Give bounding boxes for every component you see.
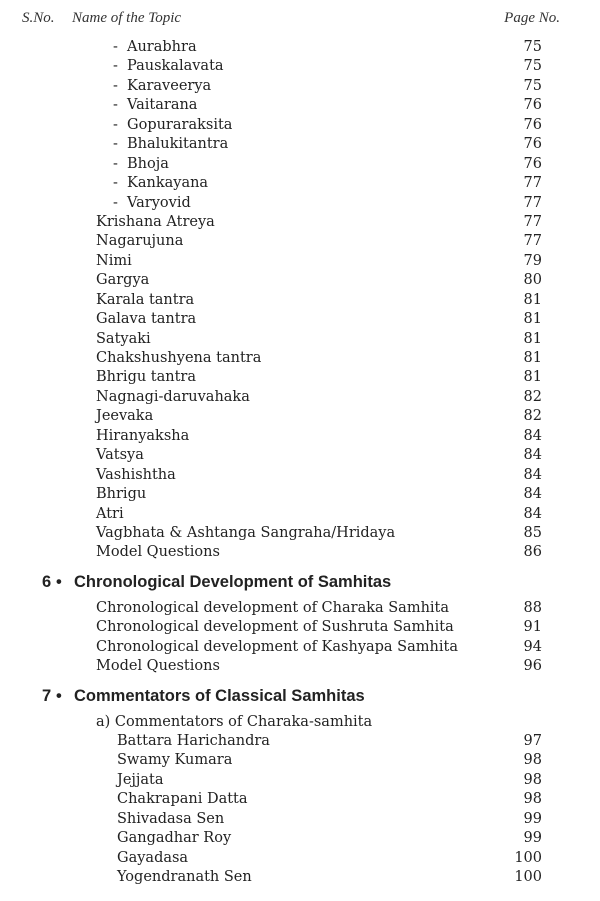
toc-entry-label: Battara Harichandra <box>117 733 270 749</box>
toc-entry <box>0 657 600 676</box>
toc-entry-label: Vatsya <box>96 447 144 464</box>
toc-entry-label: Bhoja <box>127 155 169 172</box>
toc-entry-label: Chronological development of Charaka Samhita <box>96 599 450 616</box>
toc-entry <box>0 524 600 543</box>
toc-entry <box>0 232 600 251</box>
header-topic: Name of the Topic <box>72 10 182 26</box>
toc-entry <box>0 771 600 790</box>
section-title: Commentators of Classical Samhitas <box>74 686 365 705</box>
toc-entry-page: 81 <box>523 291 542 308</box>
toc-entry-page: 79 <box>523 252 542 269</box>
toc-entry-page: 86 <box>523 544 542 561</box>
toc-entry-page: 77 <box>523 175 542 192</box>
toc-entry-page: 91 <box>523 619 542 636</box>
toc-entry-page: 76 <box>523 136 542 153</box>
sub-entry-dash: - <box>113 136 118 153</box>
toc-entry-page: 99 <box>523 810 542 827</box>
toc-entry-label: Chronological development of Sushruta Samhita <box>96 619 454 636</box>
toc-entry-page: 75 <box>523 58 542 75</box>
toc-entry-page: 76 <box>523 116 542 133</box>
toc-entry <box>0 116 600 135</box>
toc-entry-label: Shivadasa Sen <box>117 810 225 827</box>
sub-entry-dash: - <box>113 58 118 75</box>
toc-entry <box>0 751 600 770</box>
toc-entry-page: 84 <box>523 486 542 503</box>
toc-entry-label: Model Questions <box>96 658 220 675</box>
toc-entry-page: 77 <box>523 194 542 211</box>
toc-entry-page: 100 <box>514 869 542 886</box>
toc-entry-label: Chronological development of Kashyapa Samhita <box>96 638 458 655</box>
toc-entry-label: Nagarujuna <box>96 233 184 250</box>
toc-entry-page: 98 <box>523 791 542 808</box>
toc-entry-label: Bhrigu <box>96 486 147 503</box>
toc-entry-label: Vaitarana <box>127 97 198 114</box>
toc-entry-label: Hiranyaksha <box>96 427 190 444</box>
toc-entry <box>0 810 600 829</box>
toc-entry-page: 80 <box>523 272 542 289</box>
toc-entry-page: 81 <box>523 330 542 347</box>
sub-entry-dash: - <box>113 194 118 211</box>
sub-entry-dash: - <box>113 97 118 114</box>
toc-entry-label: Nagnagi-daruvahaka <box>96 388 250 405</box>
sub-entry-dash: - <box>113 39 118 55</box>
toc-entry <box>0 868 600 887</box>
toc-entry-label: Satyaki <box>96 330 151 347</box>
sub-entry-dash: - <box>113 77 118 94</box>
toc-entry <box>0 368 600 387</box>
toc-entry <box>0 271 600 290</box>
toc-entry-label: Bhrigu tantra <box>96 369 197 386</box>
toc-entry <box>0 330 600 349</box>
section-heading <box>0 685 600 713</box>
toc-entry-label: Gayadasa <box>117 849 189 866</box>
header-sno: S.No. <box>22 10 55 26</box>
toc-entry-label: Gargya <box>96 272 150 289</box>
toc-entry <box>0 618 600 637</box>
toc-entry <box>0 849 600 868</box>
toc-entry-label: Vagbhata & Ashtanga Sangraha/Hridaya <box>96 524 396 541</box>
toc-entry-label: Aurabhra <box>127 39 197 55</box>
toc-entry-label: Pauskalavata <box>127 58 224 75</box>
toc-entry-label: Atri <box>96 505 124 522</box>
toc-entry <box>0 407 600 426</box>
toc-entry-label: Swamy Kumara <box>117 752 233 769</box>
toc-entry-label: Gangadhar Roy <box>117 830 232 847</box>
toc-entry-page: 96 <box>523 658 542 675</box>
toc-entry-page: 84 <box>523 505 542 522</box>
toc-entry <box>0 77 600 96</box>
toc-entry-label: Karala tantra <box>96 291 195 308</box>
toc-entry-label: Nimi <box>96 252 132 269</box>
toc-entry-page: 81 <box>523 369 542 386</box>
toc-entry-page: 81 <box>523 350 542 366</box>
toc-entry <box>0 38 600 57</box>
header-page: Page No. <box>504 10 560 26</box>
sub-entry-dash: - <box>113 175 118 192</box>
toc-entry-label: Gopuraraksita <box>127 116 233 133</box>
toc-entry-page: 84 <box>523 447 542 464</box>
sub-entry-dash: - <box>113 155 118 172</box>
toc-entry-page: 88 <box>523 599 542 616</box>
toc-entry-label: Varyovid <box>127 194 191 211</box>
section-heading <box>0 571 600 599</box>
toc-entry-page: 76 <box>523 155 542 172</box>
toc-entry-label: Model Questions <box>96 544 220 561</box>
toc-entry <box>0 446 600 465</box>
toc-entry <box>0 466 600 485</box>
toc-entry-page: 100 <box>514 849 542 866</box>
toc-entry <box>0 155 600 174</box>
toc-entry <box>0 388 600 407</box>
toc-entry <box>0 713 600 732</box>
sub-entry-dash: - <box>113 116 118 133</box>
toc-entry-label: a) Commentators of Charaka-samhita <box>96 713 373 730</box>
toc-entry-label: Chakshushyena tantra <box>96 350 262 366</box>
toc-entry <box>0 57 600 76</box>
toc-entry <box>0 505 600 524</box>
toc-entry-page: 77 <box>523 233 542 250</box>
section-title: Chronological Development of Samhitas <box>74 572 392 591</box>
toc-entry-page: 76 <box>523 97 542 114</box>
toc-entry <box>0 638 600 657</box>
toc-entry-page: 84 <box>523 427 542 444</box>
toc-entry <box>0 485 600 504</box>
toc-entry <box>0 291 600 310</box>
toc-entry-label: Galava tantra <box>96 311 197 328</box>
toc-entry-page: 84 <box>523 466 542 483</box>
toc-entry <box>0 732 600 751</box>
section-bullet: • <box>56 572 62 591</box>
toc-entry <box>0 135 600 154</box>
toc-entry-label: Chakrapani Datta <box>117 791 248 808</box>
toc-entry <box>0 829 600 848</box>
toc-entry <box>0 252 600 271</box>
toc-entry <box>0 310 600 329</box>
toc-entry-page: 97 <box>523 733 542 749</box>
toc-entry-page: 99 <box>523 830 542 847</box>
toc-entry <box>0 174 600 193</box>
toc-entry <box>0 790 600 809</box>
toc-entry <box>0 194 600 213</box>
toc-entry <box>0 213 600 232</box>
toc-entry-page: 82 <box>523 388 542 405</box>
toc-entry-page: 85 <box>523 524 542 541</box>
toc-entry <box>0 543 600 562</box>
toc-entry-page: 98 <box>523 771 542 788</box>
section-number: 6 <box>42 572 52 591</box>
toc-entry-page: 75 <box>523 39 542 55</box>
section-number: 7 <box>42 686 52 705</box>
toc-entry-label: Kankayana <box>127 175 209 192</box>
toc-entry-page: 77 <box>523 213 542 230</box>
toc-entry <box>0 427 600 446</box>
toc-entry-page: 75 <box>523 77 542 94</box>
toc-entry-page: 81 <box>523 311 542 328</box>
section-bullet: • <box>56 686 62 705</box>
toc-entry-label: Bhalukitantra <box>127 136 229 153</box>
toc-entry-label: Krishana Atreya <box>96 213 215 230</box>
toc-entry-label: Jejjata <box>117 771 164 788</box>
toc-entry-page: 82 <box>523 408 542 425</box>
toc-entry <box>0 599 600 618</box>
toc-list <box>0 38 600 888</box>
toc-entry <box>0 96 600 115</box>
toc-entry-label: Karaveerya <box>127 77 212 94</box>
toc-entry-page: 94 <box>523 638 542 655</box>
toc-entry-page: 98 <box>523 752 542 769</box>
toc-entry-label: Vashishtha <box>96 466 176 483</box>
toc-entry-label: Jeevaka <box>96 408 154 425</box>
toc-entry-label: Yogendranath Sen <box>117 869 252 886</box>
toc-entry <box>0 349 600 368</box>
